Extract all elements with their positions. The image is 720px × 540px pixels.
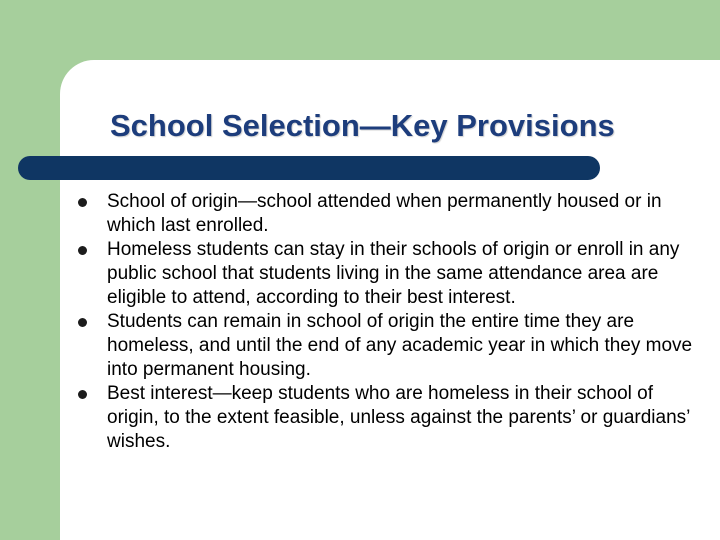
bullet-dot-icon <box>78 246 87 255</box>
bullet-dot-icon <box>78 198 87 207</box>
title-underline-bar <box>18 156 600 180</box>
bullet-item <box>78 382 698 454</box>
bullet-item <box>78 310 698 382</box>
slide-title: School Selection—Key Provisions <box>110 108 615 143</box>
bullet-dot-icon <box>78 390 87 399</box>
bullet-text: Students can remain in school of origin the entire time they are homeless, and until the end of any academic year in which they move into permanent housing. <box>107 311 693 380</box>
bullet-text: Homeless students can stay in their schools of origin or enroll in any public school that students living in the same attendance area are eligible to attend, according to their best interest. <box>107 239 680 308</box>
bullet-text: Best interest—keep students who are homeless in their school of origin, to the extent feasible, unless against the parents’ or guardians’ wishes. <box>107 383 690 452</box>
bullet-dot-icon <box>78 318 87 327</box>
bullet-text: School of origin—school attended when permanently housed or in which last enrolled. <box>107 191 662 236</box>
bullet-item <box>78 190 698 238</box>
bullet-list <box>78 190 698 454</box>
bullet-item <box>78 238 698 310</box>
